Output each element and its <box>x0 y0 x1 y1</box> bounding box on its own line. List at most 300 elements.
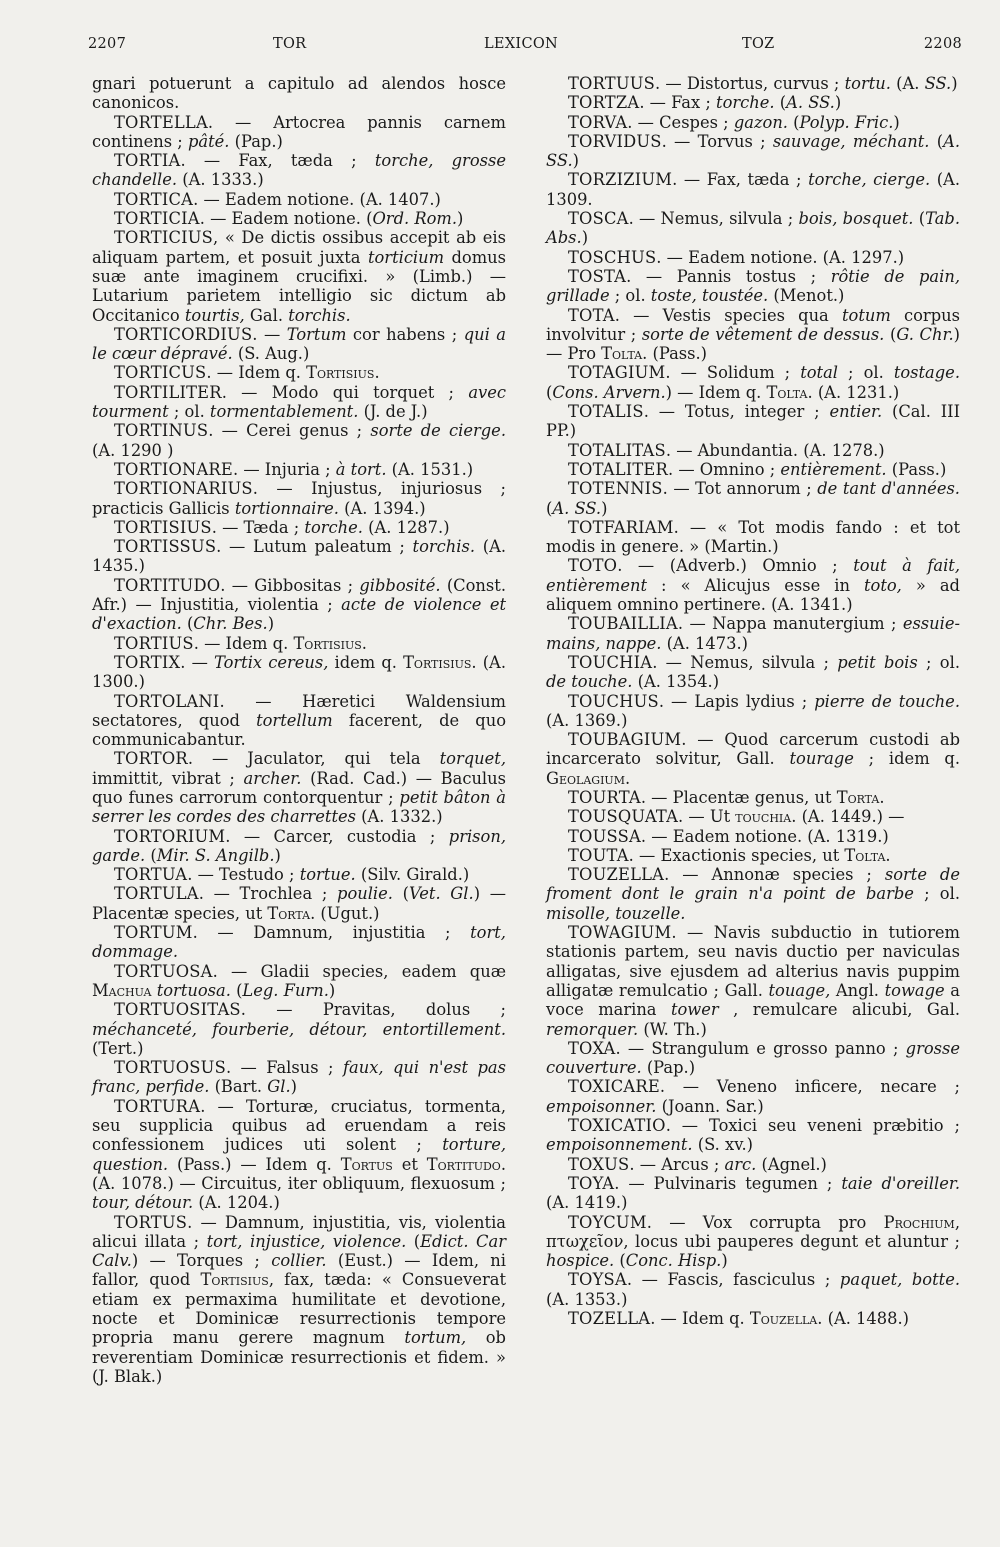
entry-text: (A. 1435.) <box>92 537 506 576</box>
entry-text: (Pap.) <box>641 1058 696 1078</box>
entry-text: (Agnel.) <box>756 1154 827 1174</box>
entry-text: . — Annonæ species ; <box>664 865 885 885</box>
dictionary-entry <box>546 653 960 692</box>
dictionary-entry <box>546 730 960 788</box>
entry-text: . — Torvus ; <box>661 131 773 151</box>
entry-text: . — Idem q. <box>650 1309 750 1328</box>
headword: TOYCUM <box>568 1212 647 1232</box>
headword: TOXICARE <box>568 1077 660 1097</box>
french-gloss: SS. <box>924 74 952 93</box>
headword: TORTICIUS <box>114 228 214 248</box>
entry-text: . — Torturæ, cruciatus, tormenta, seu supplicia quibus ad eruendam a reis confessionem judices uti solent ; <box>92 1096 506 1155</box>
entry-text: , πτωχεῖον, locus ubi pauperes degunt et aluntur ; <box>546 1212 960 1251</box>
french-gloss: tormentablement. <box>209 402 359 422</box>
headword: TORTUOSUS <box>114 1058 226 1078</box>
entry-text: ) — Placentæ species, ut <box>92 884 507 923</box>
headword: TORTICORDIUS <box>114 324 253 344</box>
entry-text: . (Ugut.) <box>310 903 380 923</box>
headword: TORTIA <box>114 151 181 171</box>
entry-text: ( <box>392 884 409 904</box>
french-gloss: gazon. <box>733 112 788 132</box>
entry-text: ob reverentiam Dominicæ resurrectionis et fidem. » (J. Blak.) <box>92 1328 506 1386</box>
cross-reference: Torta <box>267 903 311 923</box>
dictionary-entry <box>546 923 960 1039</box>
dictionary-entry <box>546 1174 960 1213</box>
french-gloss: tortum, <box>404 1328 467 1348</box>
headword: TOUBAILLIA <box>568 614 678 634</box>
dictionary-entry <box>546 74 960 93</box>
dictionary-entry <box>546 132 960 171</box>
entry-text: facerent, de quo communicabantur. <box>92 710 506 750</box>
entry-text: (Const. Afr.) — Injustitia, violentia ; <box>92 575 506 615</box>
entry-text: idem q. <box>328 652 404 672</box>
entry-text: . — Jaculator, qui tela <box>187 749 440 769</box>
headword: TORTITUDO <box>114 575 221 595</box>
headword: TOXA <box>568 1038 616 1058</box>
dictionary-entry <box>92 325 506 364</box>
entry-text: . — Placentæ genus, ut <box>640 787 837 807</box>
headword: TORTINUS <box>114 421 209 441</box>
french-gloss: tortuosa. <box>156 980 231 1000</box>
french-gloss: empoisonner. <box>546 1096 657 1116</box>
dictionary-entry <box>92 190 506 209</box>
entry-text: . — Fascis, fasciculus ; <box>626 1270 840 1290</box>
dictionary-entry <box>546 306 960 364</box>
french-gloss: entier. <box>829 402 883 422</box>
headword: TORVA <box>568 112 628 132</box>
entry-text: , fax, tæda: « Consueverat etiam ex permaxima humilitate et devotione, nocte et Dominicæ resurrectionis tempore propria manu gerere magnum <box>92 1270 506 1348</box>
headword: TOYSA <box>568 1270 627 1290</box>
french-gloss: Tab. Abs. <box>546 209 960 248</box>
entry-text: ) — Pro <box>546 324 961 364</box>
entry-text: (Joann. Sar.) <box>656 1096 764 1116</box>
french-gloss: A. SS. <box>786 93 835 113</box>
entry-text: et <box>392 1154 427 1174</box>
headword: TORTUOSA <box>114 961 213 981</box>
french-gloss: tortu. <box>844 74 891 93</box>
cross-reference: Tolta <box>844 845 886 865</box>
entry-text: . (A. 1300.) <box>92 652 506 692</box>
entry-text: . — Distortus, curvus ; <box>655 74 845 93</box>
entry-text: . — Veneno inficere, necare ; <box>659 1077 960 1097</box>
entry-text: ; idem q. <box>853 749 961 769</box>
dictionary-entry <box>546 865 960 923</box>
dictionary-entry <box>92 827 506 866</box>
entry-text: (J. de J.) <box>358 402 428 422</box>
entry-text: ( <box>406 1231 421 1251</box>
entry-text: . — Quod carcerum custodi ab incarcerato solvitur, Gall. <box>546 730 960 769</box>
entry-text: . — Injustus, injuriosus ; practicis Gallicis <box>92 479 506 518</box>
entry-text: . (A. 1231.) <box>807 382 900 402</box>
entry-text: . — Testudo ; <box>187 865 300 885</box>
french-gloss: totum <box>841 305 891 325</box>
headword: TORTULA <box>114 884 199 904</box>
headword: TOTFARIAM <box>568 517 674 537</box>
french-gloss: gibbosité. <box>359 575 441 595</box>
cross-reference: Tortisius <box>200 1270 269 1290</box>
headword: TORTISSUS <box>114 537 217 557</box>
cross-reference: touchia <box>735 807 792 827</box>
entry-text: . — Totus, integer ; <box>643 402 830 422</box>
french-gloss: A. SS. <box>546 131 961 171</box>
french-gloss: torticium <box>367 247 445 267</box>
entry-text: (A. 1333.) <box>177 170 264 190</box>
entry-text: ) <box>581 228 589 248</box>
entry-text: immittit, vibrat ; <box>92 768 244 788</box>
french-gloss: bois, bosquet. <box>798 209 914 229</box>
dictionary-entry <box>92 518 506 537</box>
dictionary-entry <box>546 1077 960 1116</box>
dictionary-entry <box>92 692 506 750</box>
headword: TORTZA <box>568 93 640 113</box>
entry-text: . — Solidum ; <box>665 363 801 383</box>
headword: TORTICA <box>114 189 194 209</box>
entry-text: ) — Idem q. <box>665 382 767 402</box>
entry-text: (A. 1332.) <box>356 807 443 827</box>
french-gloss: A. SS. <box>552 498 602 518</box>
french-gloss: Tortum <box>286 324 347 344</box>
entry-text: . — Trochlea ; <box>198 884 338 904</box>
cross-reference: Prochium <box>883 1212 955 1232</box>
french-gloss: Leg. Furn. <box>242 980 329 1000</box>
french-gloss: towage <box>884 980 945 1000</box>
entry-text: ) <box>893 112 900 132</box>
entry-text: . — Pravitas, dolus ; <box>240 1000 506 1020</box>
dictionary-entry <box>92 1000 506 1058</box>
french-gloss: empoisonnement. <box>546 1135 693 1155</box>
headword: TOTALITER <box>568 459 668 479</box>
headword: TOSCA <box>568 209 629 229</box>
headword: TORTIONARE <box>114 459 233 479</box>
dictionary-entry <box>546 1116 960 1155</box>
dictionary-entry <box>546 1309 960 1328</box>
french-gloss: tower <box>670 1000 719 1020</box>
entry-text: ; ol. <box>609 286 651 306</box>
headword: TORTURA <box>114 1096 201 1116</box>
french-gloss: torchis. <box>412 537 476 557</box>
french-gloss: à tort. <box>335 459 387 479</box>
entry-text: . — Exactionis species, ut <box>628 845 845 865</box>
entry-text: (Rad. Cad.) — Baculus quo funes carrorum contorquentur ; <box>92 768 506 807</box>
entry-text: (Silv. Girald.) <box>355 865 470 885</box>
entry-text: ; ol. <box>838 363 894 383</box>
dictionary-entry <box>546 363 960 402</box>
entry-text: . — Vox corrupta pro <box>646 1212 884 1232</box>
french-gloss: sorte de cierge. <box>370 421 506 441</box>
entry-text: ) <box>721 1251 728 1271</box>
headword: TORTICUS <box>114 363 207 383</box>
entry-text: . (A. 1488.) <box>817 1309 910 1328</box>
entry-text: (Pass.) <box>886 459 947 479</box>
headword: TOTALITAS <box>568 440 666 460</box>
dictionary-entry <box>546 460 960 479</box>
french-gloss: tourtis, <box>184 305 245 325</box>
entry-text: (Eust.) — Idem, ni fallor, quod <box>92 1251 506 1290</box>
headword: TOUCHUS <box>568 691 659 711</box>
french-gloss: Gl. <box>267 1077 291 1097</box>
french-gloss: faux, qui n'est pas franc, perfide. <box>92 1058 506 1097</box>
entry-text: . — Cespes ; <box>627 112 734 132</box>
french-gloss: tort, injustice, violence. <box>206 1231 407 1251</box>
entry-text: . (A. 1078.) — Circuitus, iter obliquum, flexuosum ; <box>92 1154 507 1193</box>
entry-text: (A. 1531.) <box>386 459 474 479</box>
entry-text: (A. <box>890 74 925 93</box>
dictionary-entry <box>546 614 960 653</box>
entry-text: Angl. <box>830 980 885 1000</box>
headword: TORTUS <box>114 1212 188 1232</box>
dictionary-entry <box>546 692 960 731</box>
entry-text: ) — Torques ; <box>131 1251 272 1271</box>
cross-reference: Tortisius <box>306 363 375 383</box>
french-gloss: pâté. <box>187 131 230 151</box>
dictionary-entry <box>546 788 960 807</box>
entry-text: . — <box>252 324 287 344</box>
entry-text: . — Falsus ; <box>225 1058 343 1078</box>
french-gloss: Chr. Bes. <box>193 614 268 634</box>
french-gloss: G. Chr. <box>896 324 954 344</box>
dictionary-entry <box>546 827 960 846</box>
french-gloss: Edict. Car Calv. <box>92 1231 506 1271</box>
entry-text: (Bart. <box>209 1077 268 1097</box>
entry-text: . — Tot annorum ; <box>662 479 818 499</box>
cross-reference: Tortisius <box>293 633 362 653</box>
entry-text: . — Modo qui torquet ; <box>221 382 469 402</box>
entry-text: ( <box>614 1251 626 1271</box>
dictionary-entry <box>546 248 960 267</box>
french-gloss: tortellum <box>256 710 333 730</box>
french-gloss: Conc. Hisp. <box>625 1251 722 1271</box>
french-gloss: prison, garde. <box>92 826 506 865</box>
entry-text: ( <box>230 980 243 1000</box>
entry-text: . <box>885 845 891 865</box>
headword: TORTIX <box>114 652 181 672</box>
headword: TOSTA <box>568 266 627 286</box>
entry-text: ; ol. <box>168 402 210 422</box>
entry-text: . — Omnino ; <box>667 459 781 479</box>
headword: TORTOR <box>114 749 188 769</box>
headword: TOUTA <box>568 845 629 865</box>
headword: TORTUM <box>114 923 193 943</box>
french-gloss: de touche. <box>546 672 633 692</box>
headword: TOURTA <box>568 787 641 807</box>
entry-text: . — Eadem notione. (A. 1407.) <box>193 189 441 209</box>
dictionary-entry <box>92 113 506 152</box>
entry-text: (S. Aug.) <box>232 344 310 364</box>
french-gloss: entièrement. <box>780 459 887 479</box>
entry-text: (Cal. III PP.) <box>546 402 960 441</box>
french-gloss: tourage <box>789 749 854 769</box>
dictionary-entry <box>92 653 506 692</box>
entry-text: » ad aliquem omnino pertinere. (A. 1341.) <box>546 575 960 615</box>
dictionary-entry <box>92 634 506 653</box>
dictionary-entry <box>546 1155 960 1174</box>
dictionary-entry <box>546 209 960 248</box>
entry-text: . — Toxici seu veneni præbitio ; <box>665 1116 960 1136</box>
french-gloss: sauvage, méchant. <box>772 131 930 151</box>
entry-text: ) <box>274 845 281 865</box>
french-gloss: acte de violence et d'exaction. <box>92 595 506 634</box>
entry-text: ( <box>546 382 553 402</box>
dictionary-entry <box>92 1097 506 1213</box>
entry-text: ) <box>951 74 958 93</box>
french-gloss: Vet. Gl. <box>409 884 474 904</box>
dictionary-entry <box>92 537 506 576</box>
entry-text: . <box>624 768 631 788</box>
headword: TOTO <box>568 556 618 576</box>
entry-text: ; ol. <box>913 884 960 904</box>
entry-text: . <box>879 787 885 807</box>
entry-text: ( <box>787 112 800 132</box>
entry-text: . — Nemus, silvula ; <box>628 209 799 229</box>
entry-text: (Menot.) <box>768 286 845 306</box>
left-column <box>92 74 506 1386</box>
french-gloss: collier. <box>271 1251 327 1271</box>
right-column <box>546 74 960 1328</box>
entry-text: . — Cerei genus ; <box>208 421 371 441</box>
entry-text: . — Idem q. <box>193 633 294 653</box>
french-gloss: sorte de vêtement de dessus. <box>641 324 885 344</box>
dictionary-entry <box>92 576 506 634</box>
french-gloss: toste, toustée. <box>650 286 769 306</box>
entry-text: . — Pannis tostus ; <box>626 266 831 286</box>
entry-text: . <box>374 363 380 383</box>
cross-reference: Tolta <box>766 382 808 402</box>
french-gloss: essuie-mains, nappe. <box>546 614 960 653</box>
entry-text: . — <box>180 652 214 672</box>
french-gloss: misolle, touzelle. <box>546 903 686 923</box>
entry-text: (A. 1287.) <box>362 517 450 537</box>
entry-text: . — Nappa manutergium ; <box>677 614 903 634</box>
entry-text: (Pass.) — Idem q. <box>168 1154 341 1174</box>
entry-text: . — Injuria ; <box>232 459 336 479</box>
entry-text: ) <box>834 93 842 113</box>
entry-text: . — Fax, tæda ; <box>180 151 375 171</box>
dictionary-entry <box>546 1270 960 1309</box>
dictionary-entry <box>92 479 506 518</box>
french-gloss: tout à fait, entièrement <box>546 556 961 595</box>
dictionary-entry <box>546 846 960 865</box>
cross-reference: Geolagium <box>546 768 625 788</box>
entry-text: . — Fax ; <box>639 93 717 113</box>
entry-text: , remulcare alicubi, Gal. <box>718 1000 960 1020</box>
entry-text: ) <box>290 1077 298 1097</box>
french-gloss: remorquer. <box>546 1019 639 1039</box>
dictionary-entry <box>546 267 960 306</box>
french-gloss: torchis. <box>288 305 351 325</box>
entry-text: ( <box>884 324 897 344</box>
dictionary-entry <box>92 421 506 460</box>
entry-text: . — Damnum, injustitia, vis, violentia alicui illata ; <box>92 1212 506 1251</box>
dictionary-entry <box>546 113 960 132</box>
french-gloss: tortionnaire. <box>234 498 339 518</box>
dictionary-entry <box>92 962 506 1001</box>
headword: TORTILITER <box>114 382 222 402</box>
french-gloss: tour, détour. <box>92 1193 194 1213</box>
cross-reference: Machua <box>92 980 152 1000</box>
french-gloss: poulie. <box>337 884 393 904</box>
entry-text: . — Tæda ; <box>211 517 305 537</box>
french-gloss: Mir. S. Angilb. <box>156 845 275 865</box>
dictionary-entry <box>546 807 960 826</box>
entry-text: (A. 1394.) <box>339 498 426 518</box>
entry-text: . — Ut <box>678 807 736 827</box>
entry-text: (A. 1354.) <box>632 672 720 692</box>
french-gloss: paquet, botte. <box>839 1270 960 1290</box>
french-gloss: petit bois <box>837 652 918 672</box>
entry-text: . — Hæretici Waldensium sectatores, quod <box>92 691 506 730</box>
entry-text: . — Vestis species qua <box>614 305 842 325</box>
cross-reference: Tortitudo <box>426 1154 501 1174</box>
french-gloss: arc. <box>724 1154 757 1174</box>
french-gloss: qui a le cœur dépravé. <box>92 324 507 364</box>
dictionary-entry <box>92 1058 506 1097</box>
dictionary-entry <box>92 74 506 113</box>
entry-text: . — Idem q. <box>206 363 307 383</box>
entry-text: . — Navis subductio in tutiorem stationis partem, seu navis ductio per naviculas alligatas, sive ejusdem ad alterius navis puppim alligatæ remulcatio ; Gall. <box>546 923 960 1000</box>
page-number-left: 2207 <box>88 36 127 52</box>
dictionary-entry <box>92 460 506 479</box>
french-gloss: petit bâton à serrer les cordes des charrettes <box>92 787 506 827</box>
french-gloss: avec tourment <box>92 382 506 422</box>
entry-text: . — Strangulum e grosso panno ; <box>615 1038 906 1058</box>
headword: TOUBAGIUM <box>568 730 682 750</box>
dictionary-entry <box>546 402 960 441</box>
entry-text: . — Gibbositas ; <box>220 575 360 595</box>
entry-text: (W. Th.) <box>638 1019 707 1039</box>
entry-text: . — Damnum, injustitia ; <box>192 923 471 943</box>
entry-text: . — Eadem notione. (A. 1297.) <box>656 247 905 267</box>
dictionary-entry <box>546 479 960 518</box>
entry-text: corpus involvitur ; <box>546 305 960 344</box>
headword: TORTIUS <box>114 633 194 653</box>
headword: TORTORIUM <box>114 826 226 846</box>
headword: TOTALIS <box>568 402 644 422</box>
entry-text: Gal. <box>244 305 289 325</box>
french-gloss: Polyp. Fric. <box>799 112 894 132</box>
entry-text: (A. 1473.) <box>661 633 749 653</box>
french-gloss: rôtie de pain, grillade <box>546 266 960 306</box>
entry-text: ) <box>601 498 608 518</box>
dictionary-entry <box>92 865 506 884</box>
french-gloss: grosse couverture. <box>546 1038 960 1078</box>
entry-text: ( <box>913 209 926 229</box>
dictionary-entry <box>546 1039 960 1078</box>
dictionary-entry <box>92 749 506 826</box>
entry-text: (A. 1419.) <box>546 1193 628 1213</box>
page-number-right: 2208 <box>923 36 962 52</box>
headword: TOXICATIO <box>568 1116 666 1136</box>
dictionary-entry <box>92 151 506 190</box>
french-gloss: torche, grosse chandelle. <box>92 151 506 190</box>
entry-text: . <box>361 633 367 653</box>
entry-text: . — Carcer, custodia ; <box>225 826 449 846</box>
entry-text: . — Pulvinaris tegumen ; <box>614 1173 842 1193</box>
entry-text: . — Gladii species, eadem quæ <box>212 961 506 981</box>
entry-text: ( <box>181 614 194 634</box>
headword: TOYA <box>568 1173 615 1193</box>
entry-text: . (A. 1449.) — <box>791 807 905 827</box>
french-gloss: tortue. <box>299 865 356 885</box>
french-gloss: sorte de froment dont le grain n'a point de barbe <box>546 865 960 904</box>
headword: TORVIDUS <box>568 131 662 151</box>
headword: TOWAGIUM <box>568 923 672 943</box>
french-gloss: de tant d'années. <box>817 479 960 499</box>
entry-text: ( <box>546 498 553 518</box>
running-head <box>88 36 962 60</box>
entry-text: ) <box>572 151 579 171</box>
entry-text: . — Lutum paleatum ; <box>216 537 413 557</box>
cross-reference: Tortisius <box>403 652 472 672</box>
